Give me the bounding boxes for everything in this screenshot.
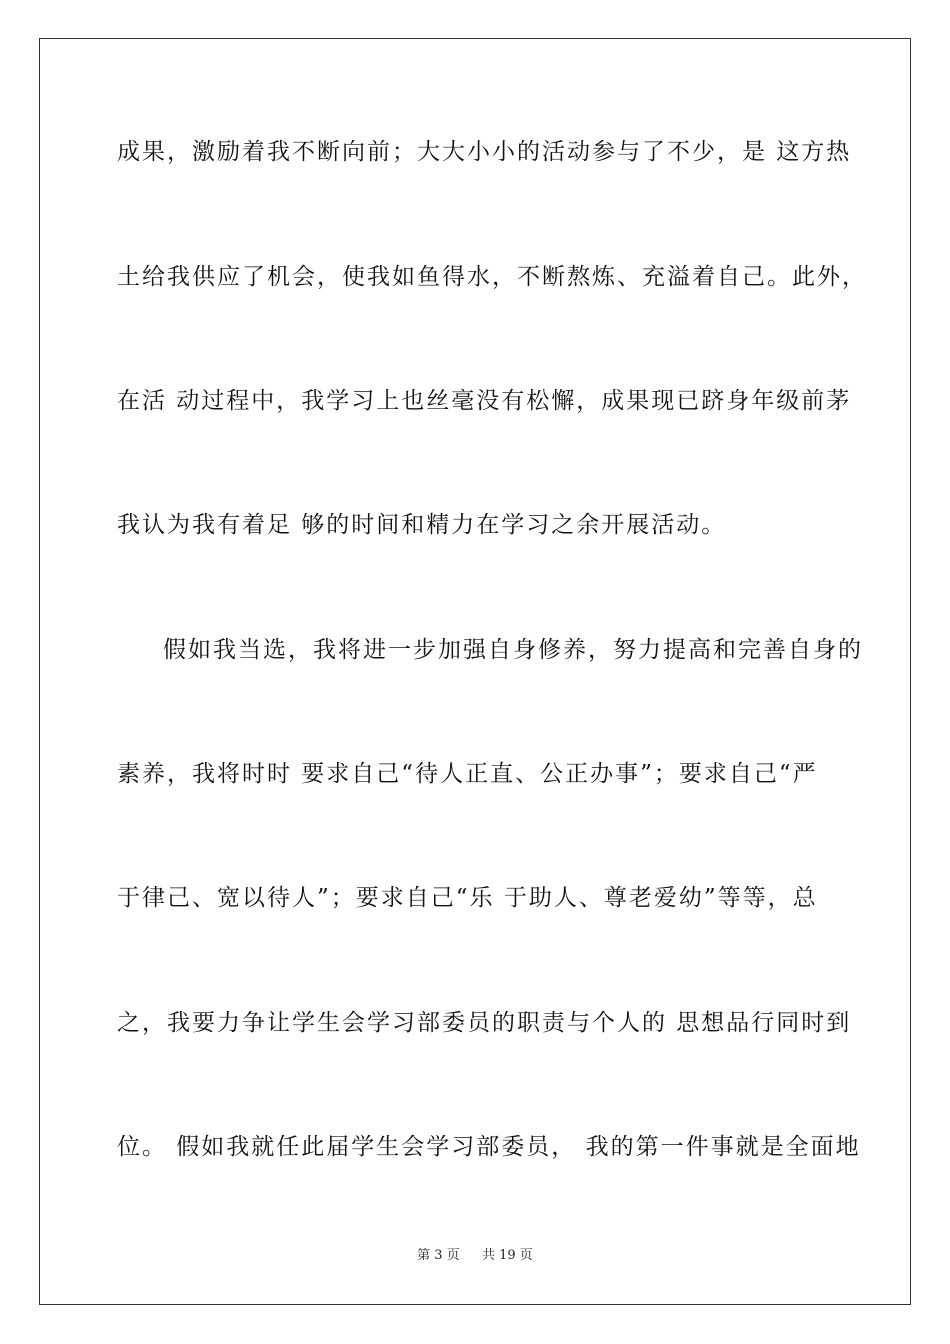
page-footer [0,1247,950,1265]
text-line: 之，我要力争让学生会学习部委员的职责与个人的 思想品行同时到 [117,1010,852,1036]
paragraph-first-line: 假如我当选，我将进一步加强自身修养，努力提高和完善自身的 [163,637,863,663]
page-total: 共 19 页 [482,1248,533,1263]
text-line: 我认为我有着足 够的时间和精力在学习之余开展活动。 [117,512,727,538]
page-border [39,38,911,1305]
text-line: 素养，我将时时 要求自己“待人正直、公正办事”；要求自己“严 [117,761,818,787]
text-line: 于律己、宽以待人”；要求自己“乐 于助人、尊老爱幼”等等，总 [117,885,818,911]
text-line: 土给我供应了机会，使我如鱼得水，不断熬炼、充溢着自己。此外， [117,264,867,290]
text-line: 成果，激励着我不断向前；大大小小的活动参与了不少，是 这方热 [117,139,852,165]
text-line: 在活 动过程中，我学习上也丝毫没有松懈，成果现已跻身年级前茅 [117,388,852,414]
text-line: 位。 假如我就任此届学生会学习部委员， 我的第一件事就是全面地 [117,1134,861,1160]
page-number: 第 3 页 [417,1248,460,1263]
